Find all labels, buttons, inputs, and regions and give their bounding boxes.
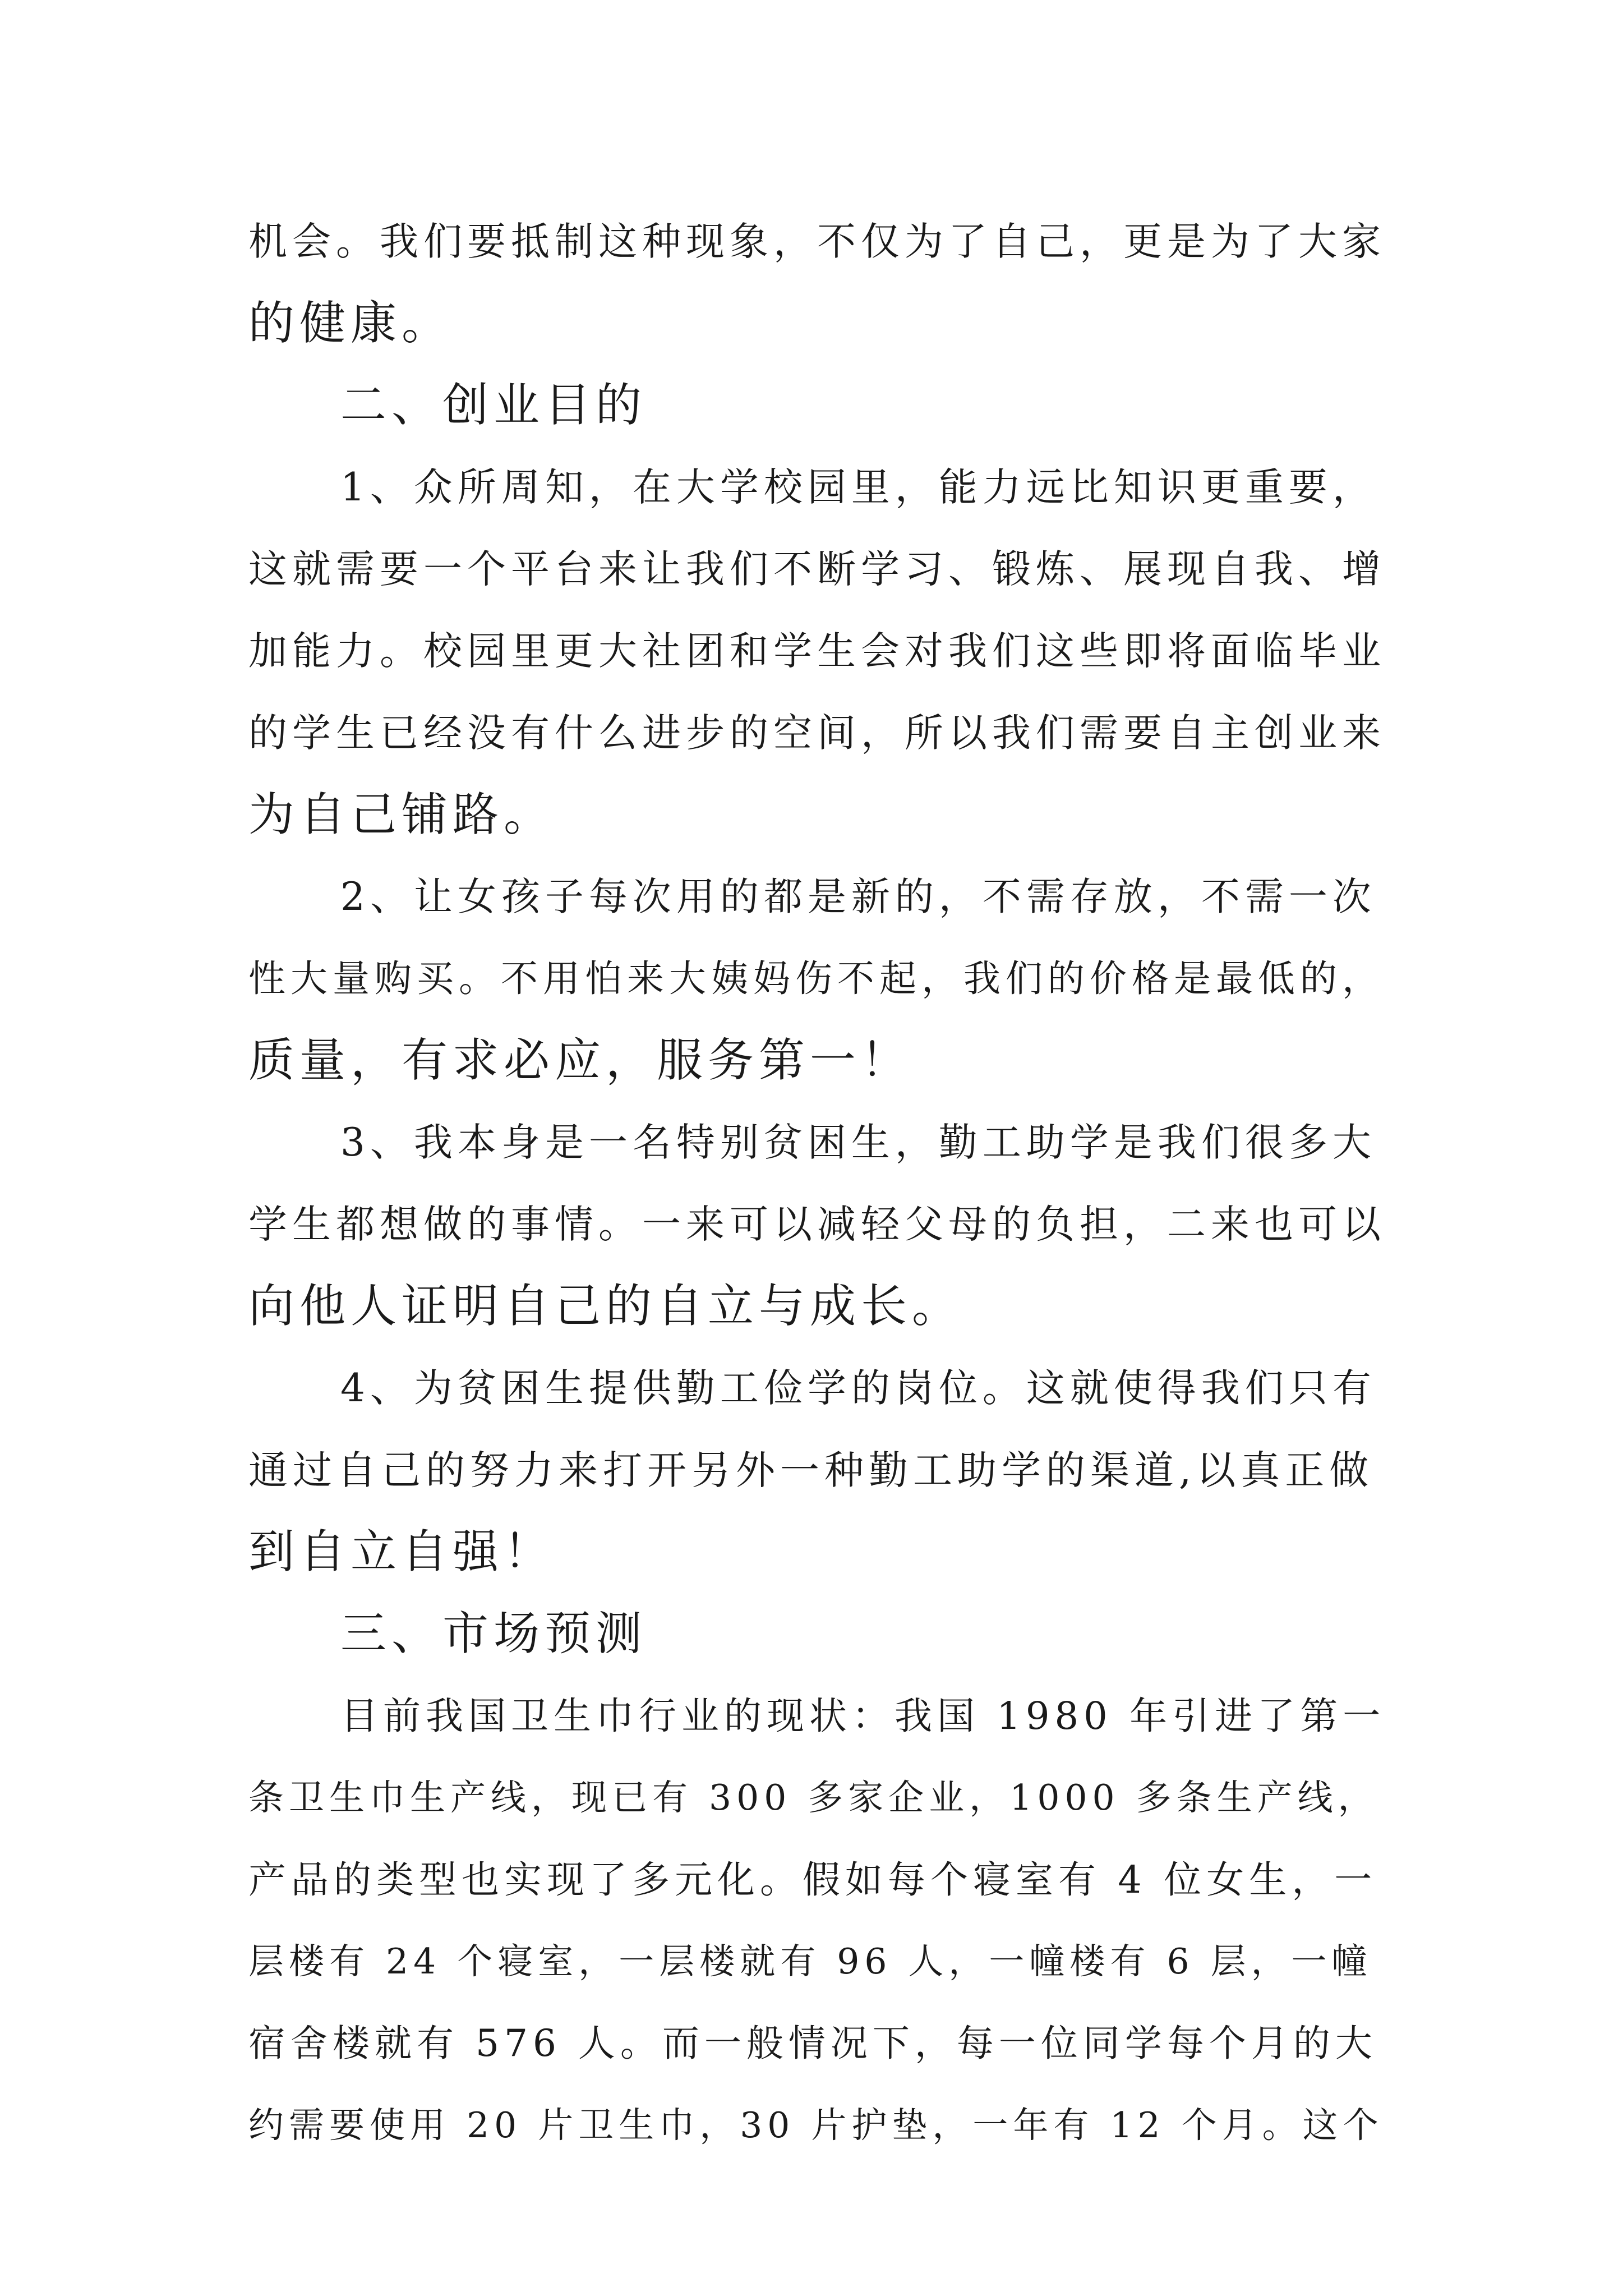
text-line: 宿舍楼就有 576 人。而一般情况下，每一位同学每个月的大 — [248, 2022, 1377, 2065]
text-line: 1、众所周知，在大学校园里，能力远比知识更重要， — [340, 465, 1376, 510]
text-line: 加能力。校园里更大社团和学生会对我们这些即将面临毕业 — [248, 629, 1386, 674]
section-heading: 三、市场预测 — [340, 1607, 647, 1660]
text-line: 目前我国卫生巾行业的现状：我国 1980 年引进了第一 — [340, 1694, 1386, 1738]
text-line: 的学生已经没有什么进步的空间，所以我们需要自主创业来 — [248, 711, 1386, 756]
section-heading: 二、创业目的 — [340, 379, 647, 432]
text-line: 为自己铺路。 — [248, 788, 555, 841]
text-line: 层楼有 24 个寝室，一层楼就有 96 人，一幢楼有 6 层，一幢 — [248, 1941, 1372, 1982]
text-line: 向他人证明自己的自立与成长。 — [248, 1280, 963, 1333]
text-line: 质量，有求必应，服务第一！ — [248, 1034, 912, 1087]
text-line: 这就需要一个平台来让我们不断学习、锻炼、展现自我、增 — [248, 547, 1386, 592]
text-line: 学生都想做的事情。一来可以减轻父母的负担，二来也可以 — [248, 1202, 1386, 1247]
text-line: 条卫生巾生产线，现已有 300 多家企业，1000 多条生产线， — [248, 1777, 1378, 1818]
text-line: 3、我本身是一名特别贫困生，勤工助学是我们很多大 — [340, 1120, 1376, 1165]
text-line: 通过自己的努力来打开另外一种勤工助学的渠道,以真正做 — [248, 1447, 1374, 1493]
text-line: 性大量购买。不用怕来大姨妈伤不起，我们的价格是最低的， — [248, 957, 1384, 1000]
document-body — [248, 201, 1387, 2166]
text-line: 4、为贫困生提供勤工俭学的岗位。这就使得我们只有 — [340, 1366, 1376, 1411]
text-line: 约需要使用 20 片卫生巾，30 片护垫，一年有 12 个月。这个 — [248, 2105, 1384, 2146]
text-line: 到自立自强！ — [248, 1525, 555, 1579]
text-line: 机会。我们要抵制这种现象，不仅为了自己，更是为了大家 — [248, 219, 1386, 264]
text-line: 2、让女孩子每次用的都是新的，不需存放，不需一次 — [340, 875, 1376, 919]
text-line: 产品的类型也实现了多元化。假如每个寝室有 4 位女生，一 — [248, 1858, 1377, 1902]
text-line: 的健康。 — [248, 297, 453, 350]
